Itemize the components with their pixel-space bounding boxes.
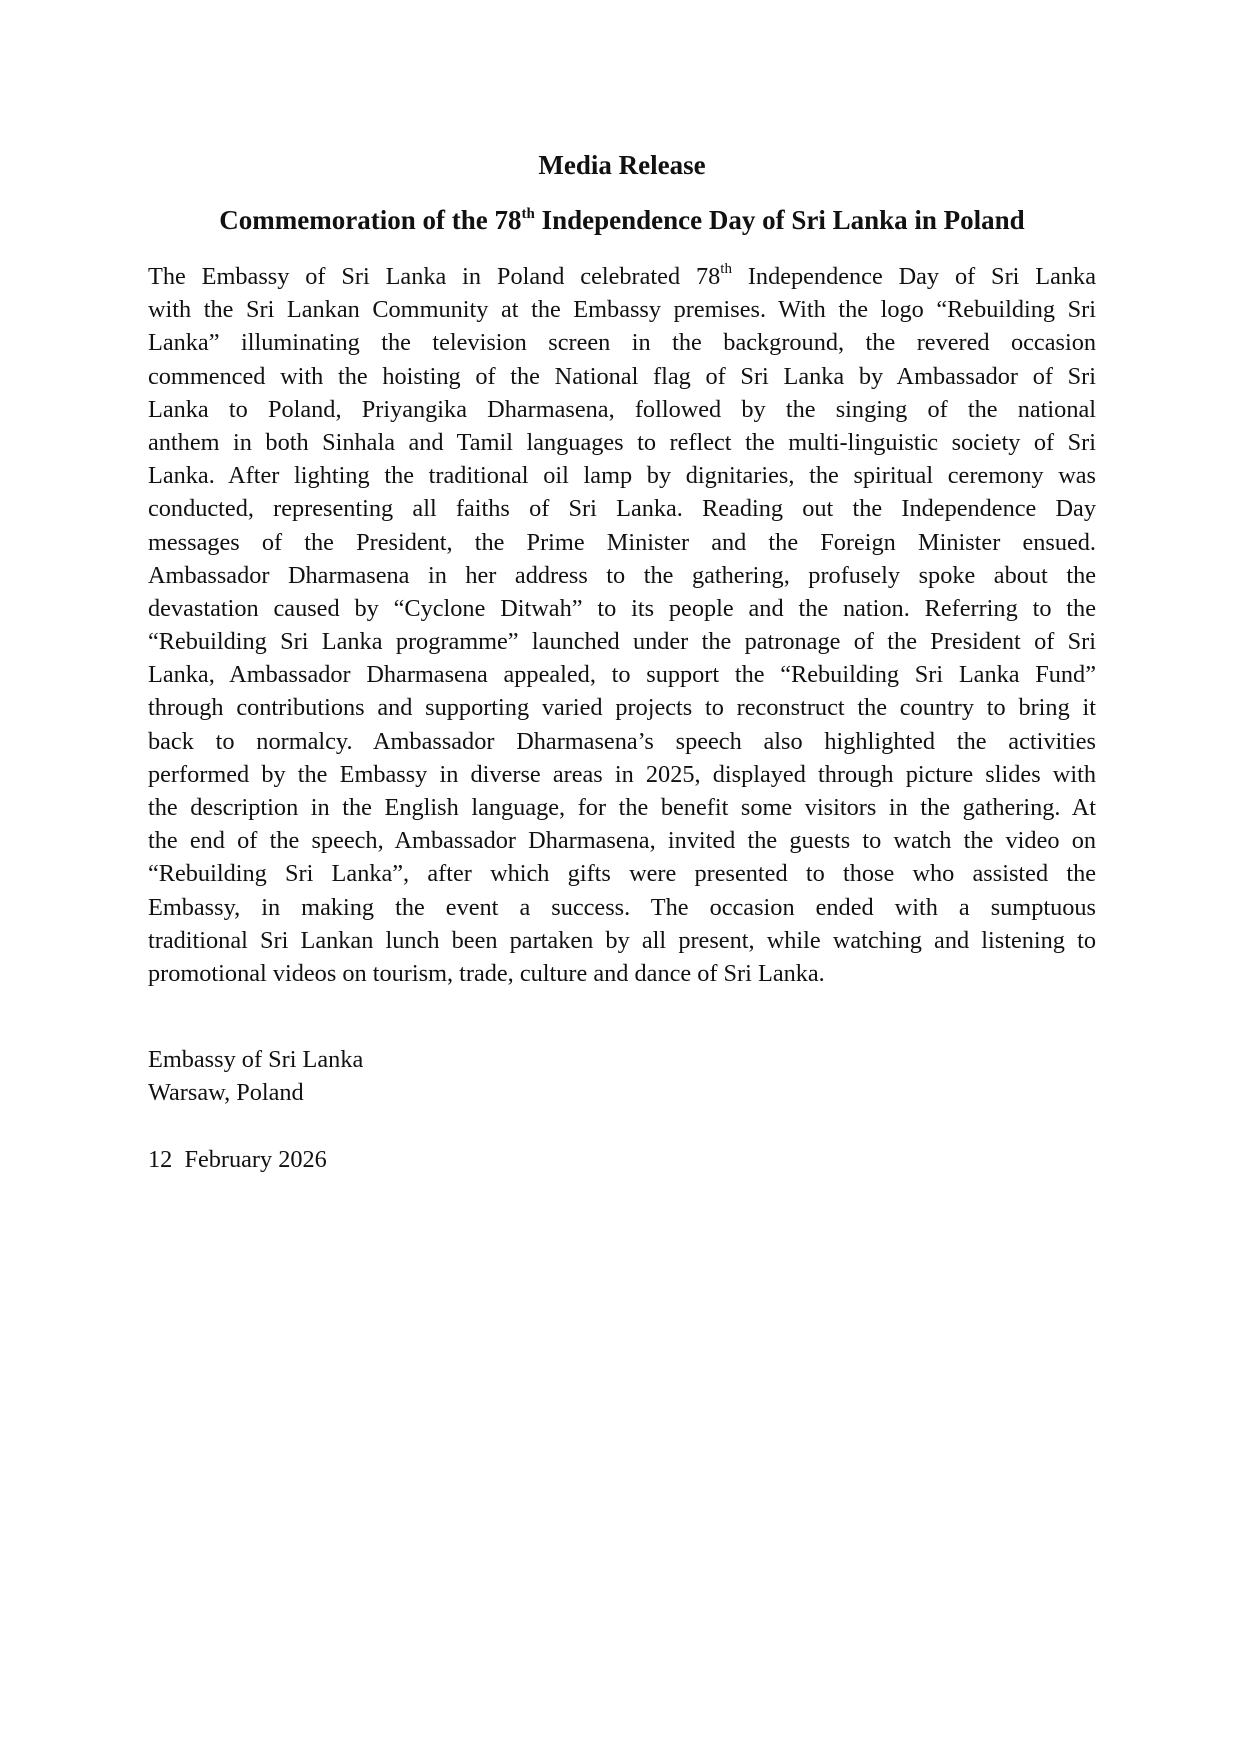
body-line: “Rebuilding Sri Lanka”, after which gifts were presented to those who assisted the (148, 860, 1096, 888)
body-line: commenced with the hoisting of the National flag of Sri Lanka by Ambassador of Sri (148, 362, 1096, 390)
release-date: 12 February 2026 (148, 1146, 327, 1173)
body-line: conducted, representing all faiths of Sri Lanka. Reading out the Independence Day (148, 495, 1096, 523)
signature-organization: Embassy of Sri Lanka (148, 1046, 364, 1073)
body-paragraph (148, 260, 1096, 990)
body-line: performed by the Embassy in diverse areas in 2025, displayed through picture slides with (148, 760, 1096, 788)
body-line: messages of the President, the Prime Minister and the Foreign Minister ensued. (148, 528, 1096, 556)
subtitle-ordinal-suffix: th (521, 206, 535, 222)
body-line: back to normalcy. Ambassador Dharmasena’s speech also highlighted the activities (148, 727, 1096, 755)
body-line: “Rebuilding Sri Lanka programme” launched under the patronage of the President of Sri (148, 628, 1096, 656)
body-line: Lanka, Ambassador Dharmasena appealed, to support the “Rebuilding Sri Lanka Fund” (148, 661, 1096, 689)
signature-block (148, 1043, 363, 1109)
body-line: with the Sri Lankan Community at the Embassy premises. With the logo “Rebuilding Sri (148, 296, 1096, 324)
body-line: Lanka” illuminating the television screen in the background, the revered occasion (148, 329, 1096, 357)
body-line: promotional videos on tourism, trade, culture and dance of Sri Lanka. (148, 959, 825, 987)
body-line: Lanka. After lighting the traditional oil lamp by dignitaries, the spiritual ceremony was (148, 462, 1096, 490)
body-line: Embassy, in making the event a success. The occasion ended with a sumptuous (148, 893, 1096, 921)
subtitle-text-rest: Independence Day of Sri Lanka in Poland (534, 205, 1025, 235)
body-line: anthem in both Sinhala and Tamil languages to reflect the multi-linguistic society of Sri (148, 428, 1096, 456)
subtitle-text: Commemoration of the 78 (219, 205, 522, 235)
body-line-text: Independence Day of Sri Lanka (731, 263, 1096, 290)
body-line: Ambassador Dharmasena in her address to the gathering, profusely spoke about the (148, 561, 1096, 589)
body-line: the description in the English language, for the benefit some visitors in the gathering. At (148, 794, 1096, 821)
document-subtitle (148, 203, 1096, 237)
body-line-text: The Embassy of Sri Lanka in Poland celebrated 78 (148, 263, 721, 290)
body-line (148, 260, 1096, 293)
body-line: the end of the speech, Ambassador Dharmasena, invited the guests to watch the video on (148, 827, 1096, 855)
signature-location: Warsaw, Poland (148, 1079, 304, 1106)
document-title: Media Release (538, 150, 706, 180)
body-line: devastation caused by “Cyclone Ditwah” to its people and the nation. Referring to the (148, 594, 1096, 622)
body-line: through contributions and supporting varied projects to reconstruct the country to bring it (148, 694, 1096, 722)
body-line: traditional Sri Lankan lunch been partaken by all present, while watching and listening to (148, 926, 1096, 954)
ordinal-suffix: th (720, 261, 732, 277)
body-line: Lanka to Poland, Priyangika Dharmasena, followed by the singing of the national (148, 395, 1096, 423)
